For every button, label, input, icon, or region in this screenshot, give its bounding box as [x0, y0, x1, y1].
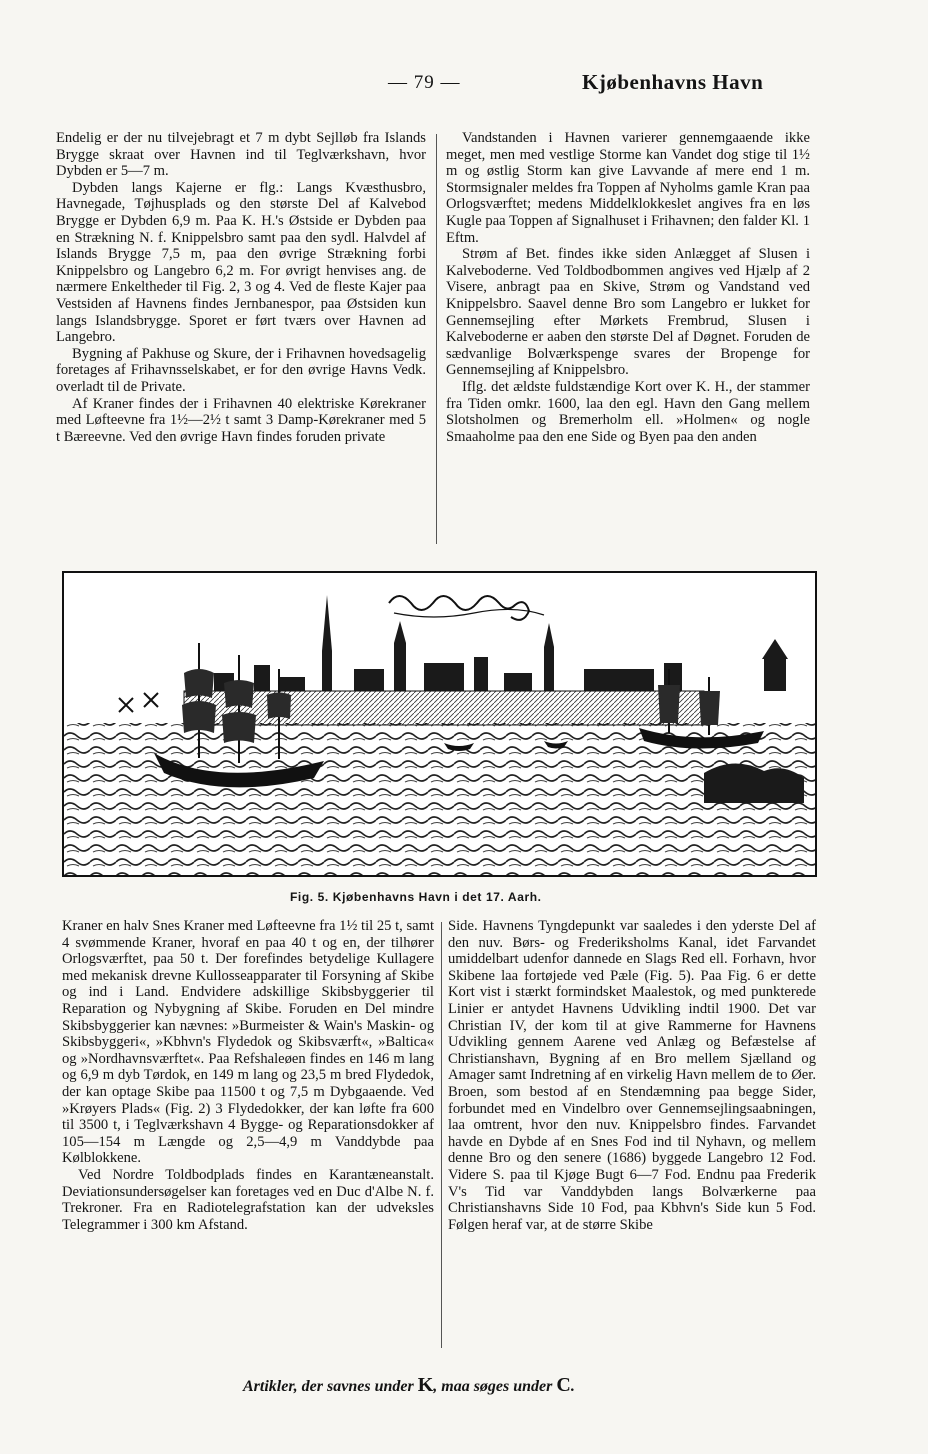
- paragraph: Dybden langs Kajerne er flg.: Langs Kvæsthusbro, Havnegade, Tøjhusplads og den største Del af Kalvebod Brygge er Dybden 6,9 m. Paa K. H.'s Østside er Dybden paa en Strækning N. f. Knippelsbro samt paa den sydl. Halvdel af Islands Brygge 7,5 m, paa den øvrige Strækning forbi Knippelsbro og Langebro 6,2 m. For øvrigt henvises ang. de nærmere Enkeltheder til Fig. 2, 3 og 4. Ved de fleste Kajer paa Vestsiden af Havnens findes Jernbanespor, paa Østsiden kun langs Islandsbrygge. Sporet er ført tværs over Havnen ad Langebro.: [56, 179, 426, 346]
- paragraph: Side. Havnens Tyngdepunkt var saaledes i den yderste Del af den nuv. Børs- og Frederiksholms Kanal, idet Farvandet umiddelbart udenfor dannede en Slags Red ell. Forhavn, hvor Skibene laa fortøjede ved Pæle (Fig. 5). Paa Fig. 6 er dette Kort vist i stærkt formindsket Maalestok, og med punkterede Linier er antydet Havnens Udvikling indtil 1900. Det var Christian IV, der kom til at give Rammerne for Havnens Udvikling gennem Aarene ved Anlæg og Befæstelse af Christianshavn, Bygning af en Bro mellem Sjælland og Amager samt Indretning af en virkelig Havn mellem de to Øer. Broen, som bestod af en Stendæmning paa begge Sider, forbundet med en Vindelbro over Gennemsejlingsaabningen, laa omtrent, hvor den nuv. Knippelsbro findes. Farvandet havde en Dybde af en Snes Fod ind til Nyhavn, og mellem denne Bro og den senere (1686) byggede Langebro 12 Fod. Videre S. paa til Kjøge Bugt 6—7 Fod. Endnu paa Frederik V's Tid var Vanddybden langs Bolværkerne paa Christianshavns Side 10 Fod, paa Kbhvn's Side kun 5 Fod. Følgen heraf var, at de større Skibe: [448, 918, 816, 1233]
- paragraph: Vandstanden i Havnen varierer gennemgaaende ikke meget, men med vestlige Storme kan Vandet dog stige til 1½ m og østlig Storm kan give Lavvande af mere end 1 m. Stormsignaler meldes fra Toppen af Nyholms gamle Kran paa Orlogsværftet; medens Middelklokkeslet angives fra en løs Kugle paa Toppen af Signalhuset i Frihavnen; den falder Kl. 1 Eftm.: [446, 130, 810, 246]
- page-number: — 79 —: [388, 72, 461, 93]
- harbor-engraving-figure: [62, 571, 817, 877]
- column-divider: [436, 134, 437, 544]
- figure-caption: Fig. 5. Kjøbenhavns Havn i det 17. Aarh.: [290, 890, 542, 904]
- paragraph: Endelig er der nu tilvejebragt et 7 m dybt Sejlløb fra Islands Brygge skraat over Havnen ind til Teglværkshavn, hvor Dybden er 5—7 m.: [56, 130, 426, 180]
- paragraph: Kraner en halv Snes Kraner med Løfteevne fra 1½ til 25 t, samt 4 svømmende Kraner, hvoraf en paa 40 t og en, der tilhører Orlogsværftet, paa 50 t. Der forefindes betydelige Kullagere med mekanisk drevne Kullosseapparater til Forsyning af Skibe og ind i Land. Endvidere adskillige Skibsbyggerier til Reparation og Nybygning af Skibe. Foruden en Del mindre Skibsbyggerier kan nævnes: »Burmeister & Wain's Maskin- og Skibsbyggeri«, »Kbhvn's Flydedok og Skibsværft«, »Baltica« og »Nordhavnsværftet«. Paa Refshaleøen findes en 146 m lang og 6,9 m dyb Tørdok, en 149 m lang og 23,5 m bred Flydedok, der kan optage Skibe paa 11500 t og 7,5 m Dybgaaende. Ved »Krøyers Plads« (Fig. 2) 3 Flydedokker, der kan løfte fra 600 til 3500 t, i Teglværkshavn 4 Bygge- og Reparationsdokker af 105—154 m Længde og 2,5—4,9 m Vanddybde paa Kølblokkene.: [62, 918, 435, 1167]
- footnote-text: Artikler, der savnes under: [243, 1378, 418, 1395]
- text-column-top-right: [446, 130, 810, 445]
- footnote: [243, 1374, 575, 1397]
- paragraph: Strøm af Bet. findes ikke siden Anlægget af Slusen i Kalveboderne. Ved Toldbodbommen angives ved Hjælp af 2 Visere, anbragt paa en Skive, Strøm og Vandstand ved Knippelsbro. Saavel denne Bro som Langebro er lukket for Gennemsejling efter Mørkets Frembrud, Slusen i Kalveboderne er aaben den største Del af Døgnet. Foruden de sædvanlige Bolværkspenge svares der Bropenge for Gennemsejling af Knippelsbro.: [446, 246, 810, 379]
- harbor-engraving-image: [64, 573, 815, 875]
- paragraph: Bygning af Pakhuse og Skure, der i Frihavnen hovedsagelig foretages af Frihavnsselskabet, er for den øvrige Havns Vedk. overladt til de Private.: [56, 345, 426, 395]
- text-column-bottom-left: [62, 918, 434, 1233]
- paragraph: Af Kraner findes der i Frihavnen 40 elektriske Kørekraner med Løfteevne fra 1½—2½ t samt 3 Damp-Kørekraner med 5 t Bæreevne. Ved den øvrige Havn findes foruden private: [56, 395, 426, 445]
- text-column-bottom-right: [448, 918, 816, 1233]
- paragraph: Ved Nordre Toldbodplads findes en Karantæneanstalt. Deviationsundersøgelser kan foretages ved en Duc d'Albe N. f. Trekroner. Fra en Radiotelegrafstation kan der udveksles Telegrammer i 300 km Afstand.: [62, 1166, 434, 1233]
- footnote-letter-k: K: [417, 1374, 434, 1396]
- paragraph: Iflg. det ældste fuldstændige Kort over K. H., der stammer fra Tiden omkr. 1600, laa den egl. Havn den Gang mellem Slotsholmen og Bremerholm ell. »Holmen« og nogle Smaaholme paa den ene Side og Byen paa den anden: [446, 378, 810, 445]
- footnote-letter-c: C: [556, 1374, 571, 1396]
- text-column-top-left: [56, 130, 426, 445]
- footnote-text: , maa søges under: [433, 1378, 557, 1395]
- column-divider: [441, 922, 442, 1348]
- footnote-text: .: [570, 1378, 575, 1395]
- running-title: Kjøbenhavns Havn: [582, 70, 764, 94]
